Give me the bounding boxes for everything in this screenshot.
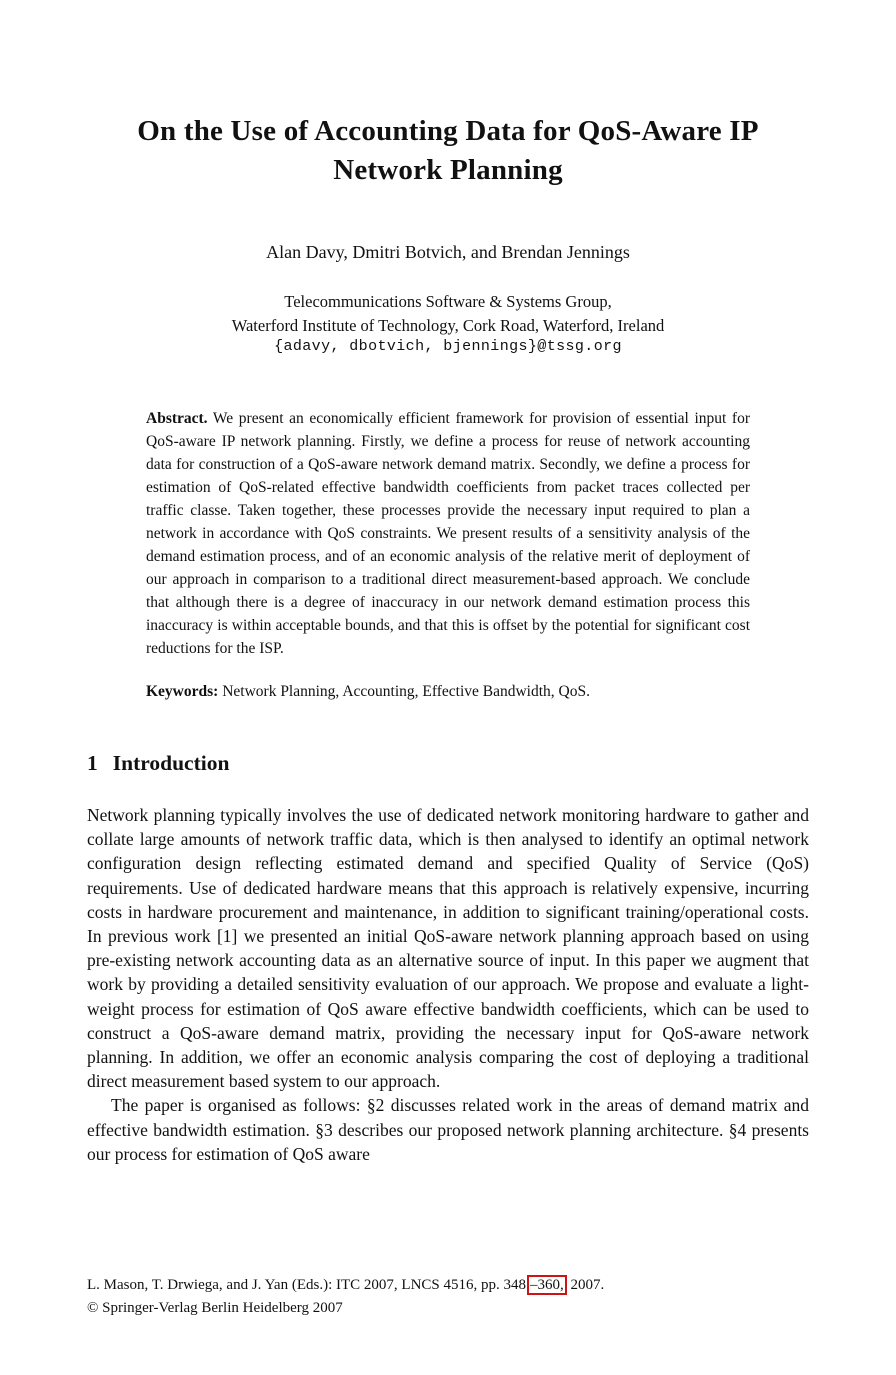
paper-title bbox=[0, 0, 896, 190]
footer-copyright-line: © Springer-Verlag Berlin Heidelberg 2007 bbox=[87, 1300, 343, 1316]
section-1-heading bbox=[87, 751, 809, 776]
abstract-label: Abstract. bbox=[146, 410, 208, 427]
section-1-number: 1 bbox=[87, 751, 98, 775]
keywords bbox=[146, 680, 750, 703]
paper-title-line-2: Network Planning bbox=[333, 154, 563, 186]
affiliation-line-1: Telecommunications Software & Systems Group, bbox=[284, 292, 612, 311]
authors-line: Alan Davy, Dmitri Botvich, and Brendan Jennings bbox=[266, 242, 630, 262]
affiliation-line-2: Waterford Institute of Technology, Cork Road, Waterford, Ireland bbox=[231, 315, 665, 335]
keywords-text: Network Planning, Accounting, Effective Bandwidth, QoS. bbox=[218, 683, 590, 700]
section-1-paragraph-1: Network planning typically involves the use of dedicated network monitoring hardware to gather and collate large amounts of network traffic data, which is then analysed to identify an optimal network configuration design reflecting estimated demand and specified Quality of Service (QoS) requirements. Use of dedicated hardware means that this approach is relatively expensive, incurring costs in hardware procurement and maintenance, in addition to significant training/operational costs. In previous work [1] we presented an initial QoS-aware network planning approach based on using pre-existing network accounting data as an alternative source of input. In this paper we augment that work by providing a detailed sensitivity evaluation of our approach. We propose and evaluate a light-weight process for estimation of QoS aware effective bandwidth coefficients, which can be used to construct a QoS-aware demand matrix, providing the necessary input for QoS-aware network planning. In addition, we offer an economic analysis comparing the cost of deploying a traditional direct measurement based system to our approach. bbox=[87, 805, 809, 1092]
page-range-link-annotation[interactable]: –360, bbox=[527, 1275, 567, 1295]
abstract bbox=[146, 407, 750, 660]
abstract-text: We present an economically efficient framework for provision of essential input for QoS-aware IP network planning. Firstly, we define a process for reuse of network accounting data for construction of a QoS-aware network demand matrix. Secondly, we define a process for estimation of QoS-related effective bandwidth coefficients from packet traces collected per traffic classe. Taken together, these processes provide the necessary input required to plan a network in accordance with QoS constraints. We present results of a sensitivity analysis of the demand estimation process, and of an economic analysis of the relative merit of deployment of our approach in comparison to a traditional direct measurement-based approach. We conclude that although there is a degree of inaccuracy in our network demand estimation process this inaccuracy is within acceptable bounds, and that this is offset by the potential for significant cost reductions for the ISP. bbox=[146, 410, 750, 657]
keywords-label: Keywords: bbox=[146, 683, 219, 700]
footer-citation-post: 2007. bbox=[566, 1277, 605, 1293]
affiliation-block bbox=[0, 290, 896, 337]
section-1-title: Introduction bbox=[112, 751, 230, 775]
page-footer bbox=[87, 1274, 827, 1320]
footer-citation-line bbox=[87, 1274, 827, 1297]
paper-title-line-1: On the Use of Accounting Data for QoS-Aware IP bbox=[137, 115, 759, 147]
footer-citation-pre: L. Mason, T. Drwiega, and J. Yan (Eds.): ITC 2007, LNCS 4516, pp. 348 bbox=[87, 1277, 527, 1293]
authors-email: {adavy, dbotvich, bjennings}@tssg.org bbox=[274, 338, 622, 355]
section-1-paragraph-2: The paper is organised as follows: §2 discusses related work in the areas of demand matrix and effective bandwidth estimation. §3 describes our proposed network planning architecture. §4 presents our process for estimation of QoS aware bbox=[87, 1095, 809, 1164]
